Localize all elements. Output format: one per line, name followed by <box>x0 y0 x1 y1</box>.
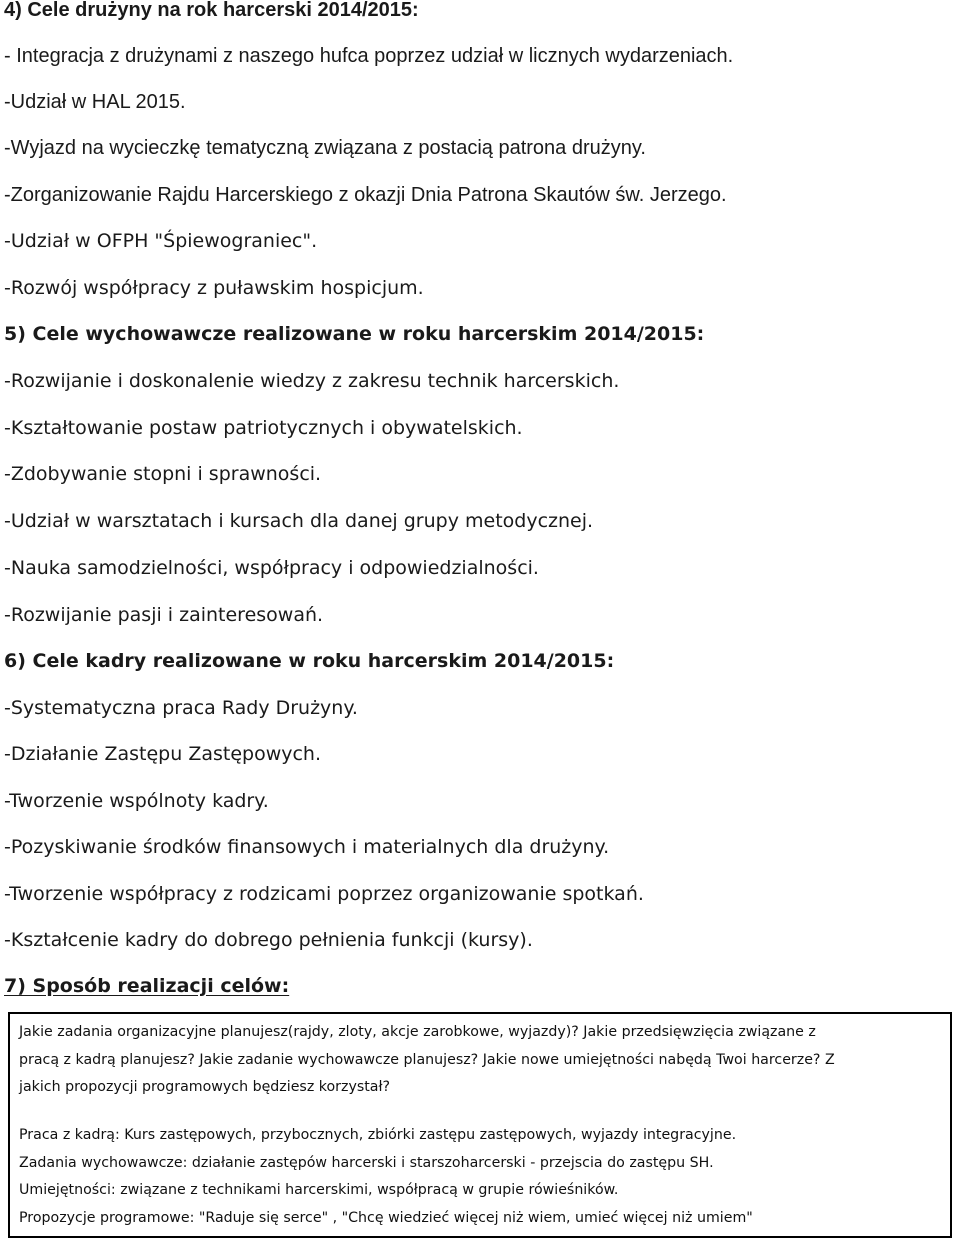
section-6-item: -Działanie Zastępu Zastępowych. <box>4 743 322 765</box>
section-5-heading: 5) Cele wychowawcze realizowane w roku harcerskim 2014/2015: <box>4 323 705 345</box>
section-4-item: -Wyjazd na wycieczkę tematyczną związana z postacią patrona drużyny. <box>4 137 646 159</box>
section-6-heading: 6) Cele kadry realizowane w roku harcerskim 2014/2015: <box>4 650 615 672</box>
box-answer-line: Zadania wychowawcze: działanie zastępów harcerski i starszoharcerski - przejscia do zastępu SH. <box>19 1155 714 1171</box>
section-4-item: - Integracja z drużynami z naszego hufca poprzez udział w licznych wydarzeniach. <box>4 45 734 67</box>
section-4-item: -Rozwój współpracy z puławskim hospicjum. <box>4 277 424 299</box>
box-answer-line: Propozycje programowe: "Raduje się serce" , "Chcę wiedzieć więcej niż wiem, umieć więcej niż umiem" <box>19 1210 753 1226</box>
section-4-item: -Udział w HAL 2015. <box>4 91 186 113</box>
section-5-item: -Udział w warsztatach i kursach dla danej grupy metodycznej. <box>4 510 594 532</box>
box-question-line: pracą z kadrą planujesz? Jakie zadanie wychowawcze planujesz? Jakie nowe umiejętności nabędą Twoi harcerze? Z <box>19 1052 835 1068</box>
section-6-item: -Systematyczna praca Rady Drużyny. <box>4 697 358 719</box>
section-6-item: -Tworzenie wspólnoty kadry. <box>4 790 269 812</box>
section-4-item: -Udział w OFPH "Śpiewograniec". <box>4 230 318 252</box>
section-5-item: -Nauka samodzielności, współpracy i odpowiedzialności. <box>4 557 539 579</box>
section-5-item: -Rozwijanie i doskonalenie wiedzy z zakresu technik harcerskich. <box>4 370 620 392</box>
realization-box <box>8 1012 952 1238</box>
section-5-item: -Kształtowanie postaw patriotycznych i obywatelskich. <box>4 417 523 439</box>
section-5-item: -Rozwijanie pasji i zainteresowań. <box>4 604 324 626</box>
box-answer-line: Umiejętności: związane z technikami harcerskimi, współpracą w grupie rówieśników. <box>19 1182 619 1198</box>
section-6-item: -Kształcenie kadry do dobrego pełnienia funkcji (kursy). <box>4 929 533 951</box>
section-7-heading: 7) Sposób realizacji celów: <box>4 975 290 997</box>
section-5-item: -Zdobywanie stopni i sprawności. <box>4 463 322 485</box>
section-6-item: -Tworzenie współpracy z rodzicami poprzez organizowanie spotkań. <box>4 883 644 905</box>
section-4-item: -Zorganizowanie Rajdu Harcerskiego z okazji Dnia Patrona Skautów św. Jerzego. <box>4 184 727 206</box>
box-question-line: Jakie zadania organizacyjne planujesz(rajdy, zloty, akcje zarobkowe, wyjazdy)? Jakie przedsięwzięcia związane z <box>19 1024 816 1040</box>
section-6-item: -Pozyskiwanie środków finansowych i materialnych dla drużyny. <box>4 836 610 858</box>
box-question-line: jakich propozycji programowych będziesz korzystał? <box>19 1079 391 1095</box>
section-4-heading: 4) Cele drużyny na rok harcerski 2014/2015: <box>4 0 419 21</box>
box-answer-line: Praca z kadrą: Kurs zastępowych, przybocznych, zbiórki zastępu zastępowych, wyjazdy integracyjne. <box>19 1127 737 1143</box>
